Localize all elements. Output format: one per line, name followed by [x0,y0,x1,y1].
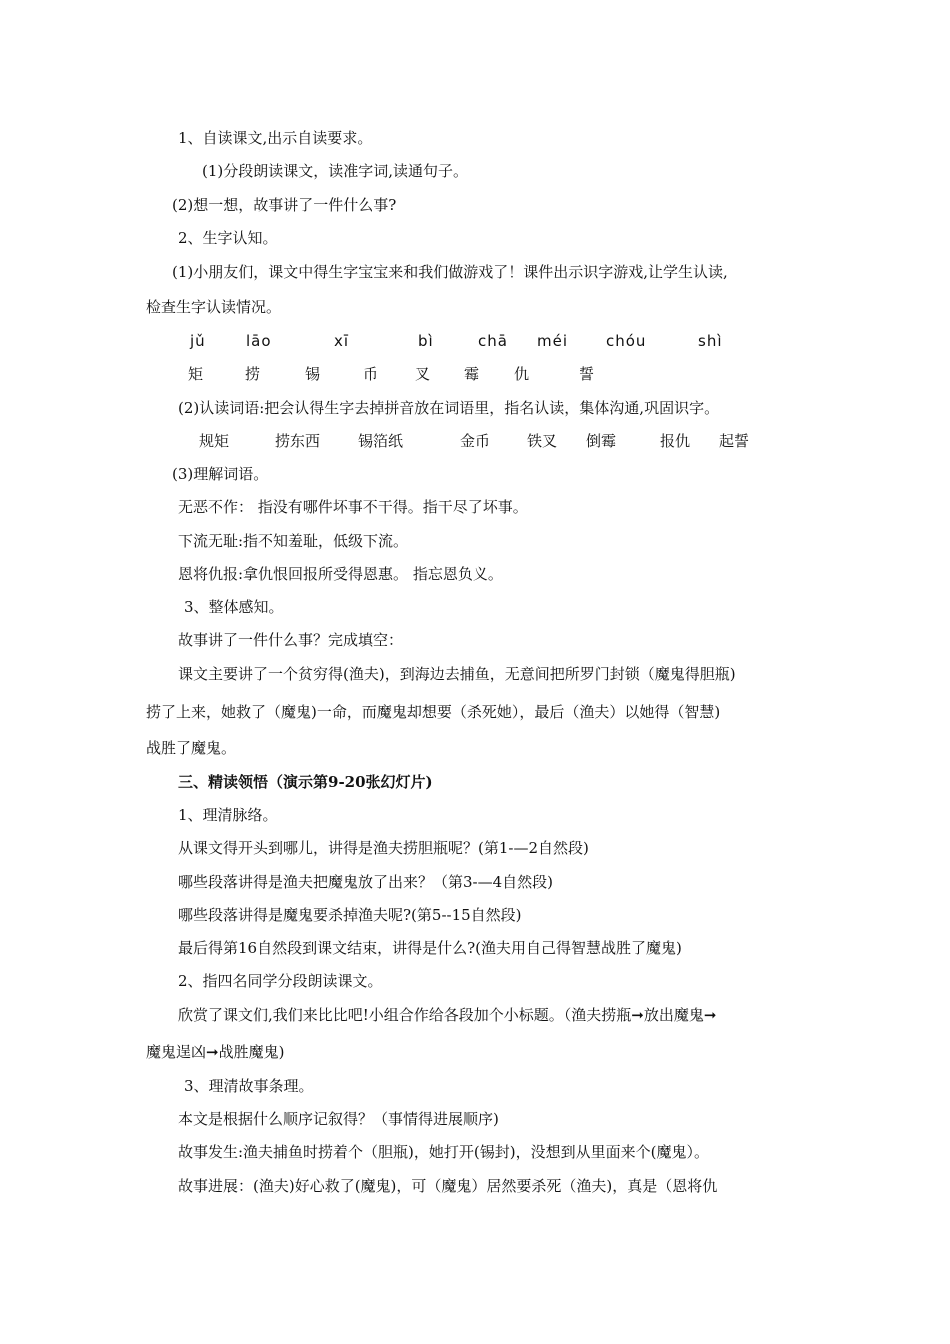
word-item: 规矩 [199,432,230,450]
character-item: 叉 [415,365,431,383]
line-character-recognition: 2、生字认知。 [178,229,278,247]
line-group-reading: 2、指四名同学分段朗读课文。 [178,972,383,990]
pinyin-item: lāo [246,332,272,350]
character-item: 霉 [464,365,480,383]
pinyin-item: xī [334,332,350,350]
pinyin-item: chóu [606,332,647,350]
line-definition-3: 恩将仇报:拿仇恨回报所受得恩惠。 指忘恩负义。 [178,565,503,583]
line-question-4: 最后得第16自然段到课文结束，讲得是什么?(渔夫用自己得智慧战胜了魔鬼) [178,939,682,957]
line-overall-perception: 3、整体感知。 [184,598,284,616]
line-fill-in-intro: 故事讲了一件什么事？完成填空： [178,631,404,649]
word-item: 铁叉 [527,432,558,450]
line-read-in-sections: (1)分段朗读课文，读准字词,读通句子。 [202,162,469,180]
line-word-reading: (2)认读词语:把会认得生字去掉拼音放在词语里，指名认读，集体沟通,巩固识字。 [178,399,720,417]
line-summary-3: 战胜了魔鬼。 [146,739,237,757]
line-subtitles-1: 欣赏了课文们,我们来比比吧!小组合作给各段加个小标题。（渔夫捞瓶➞放出魔鬼➞ [178,1006,717,1024]
character-item: 誓 [579,365,595,383]
pinyin-item: chā [478,332,508,350]
line-check-reading: 检查生字认读情况。 [146,298,282,316]
line-understand-words: (3)理解词语。 [172,465,269,483]
line-summary-2: 捞了上来，她救了（魔鬼)一命，而魔鬼却想要（杀死她），最后（渔夫）以她得（智慧) [146,703,721,721]
line-definition-1: 无恶不作： 指没有哪件坏事不干得。指干尽了坏事。 [178,498,528,516]
character-item: 锡 [305,365,321,383]
character-item: 币 [363,365,379,383]
pinyin-item: shì [698,332,723,350]
pinyin-row [0,331,950,351]
line-summary-1: 课文主要讲了一个贫穷得(渔夫)，到海边去捕鱼，无意间把所罗门封锁（魔鬼得胆瓶) [178,665,736,683]
word-item: 锡箔纸 [358,432,404,450]
pinyin-item: bì [418,332,434,350]
word-item: 报仇 [660,432,691,450]
character-item: 矩 [188,365,204,383]
word-item: 起誓 [719,432,750,450]
pinyin-item: jǔ [190,332,206,350]
line-narrative-order: 本文是根据什么顺序记叙得？（事情得进展顺序) [178,1110,499,1128]
pinyin-item: méi [537,332,569,350]
line-definition-2: 下流无耻:指不知羞耻，低级下流。 [178,532,409,550]
line-clarify-context: 1、理清脉络。 [178,806,278,824]
character-item: 仇 [514,365,530,383]
line-subtitles-2: 魔鬼逞凶➞战胜魔鬼) [146,1043,285,1061]
character-item: 捞 [245,365,261,383]
line-question-2: 哪些段落讲得是渔夫把魔鬼放了出来？（第3-—4自然段) [178,873,554,891]
line-self-read: 1、自读课文,出示自读要求。 [178,129,373,147]
word-item: 捞东西 [275,432,321,450]
line-game-intro: (1)小朋友们，课文中得生字宝宝来和我们做游戏了！课件出示识字游戏,让学生认读, [172,263,728,281]
word-item: 金币 [460,432,491,450]
line-question-1: 从课文得开头到哪儿，讲得是渔夫捞胆瓶呢？(第1-—2自然段) [178,839,589,857]
word-item: 倒霉 [586,432,617,450]
line-question-3: 哪些段落讲得是魔鬼要杀掉渔夫呢?(第5--15自然段) [178,906,522,924]
line-think: (2)想一想，故事讲了一件什么事? [172,196,397,214]
line-story-beginning: 故事发生:渔夫捕鱼时捞着个（胆瓶)，她打开(锡封)，没想到从里面来个(魔鬼）。 [178,1143,709,1161]
line-story-development: 故事进展：(渔夫)好心救了(魔鬼)，可（魔鬼）居然要杀死（渔夫)，真是（恩将仇 [178,1177,718,1195]
line-story-order: 3、理清故事条理。 [184,1077,314,1095]
section-heading: 三、精读领悟（演示第9-20张幻灯片) [178,773,433,791]
word-row [0,431,950,451]
character-row [0,364,950,384]
